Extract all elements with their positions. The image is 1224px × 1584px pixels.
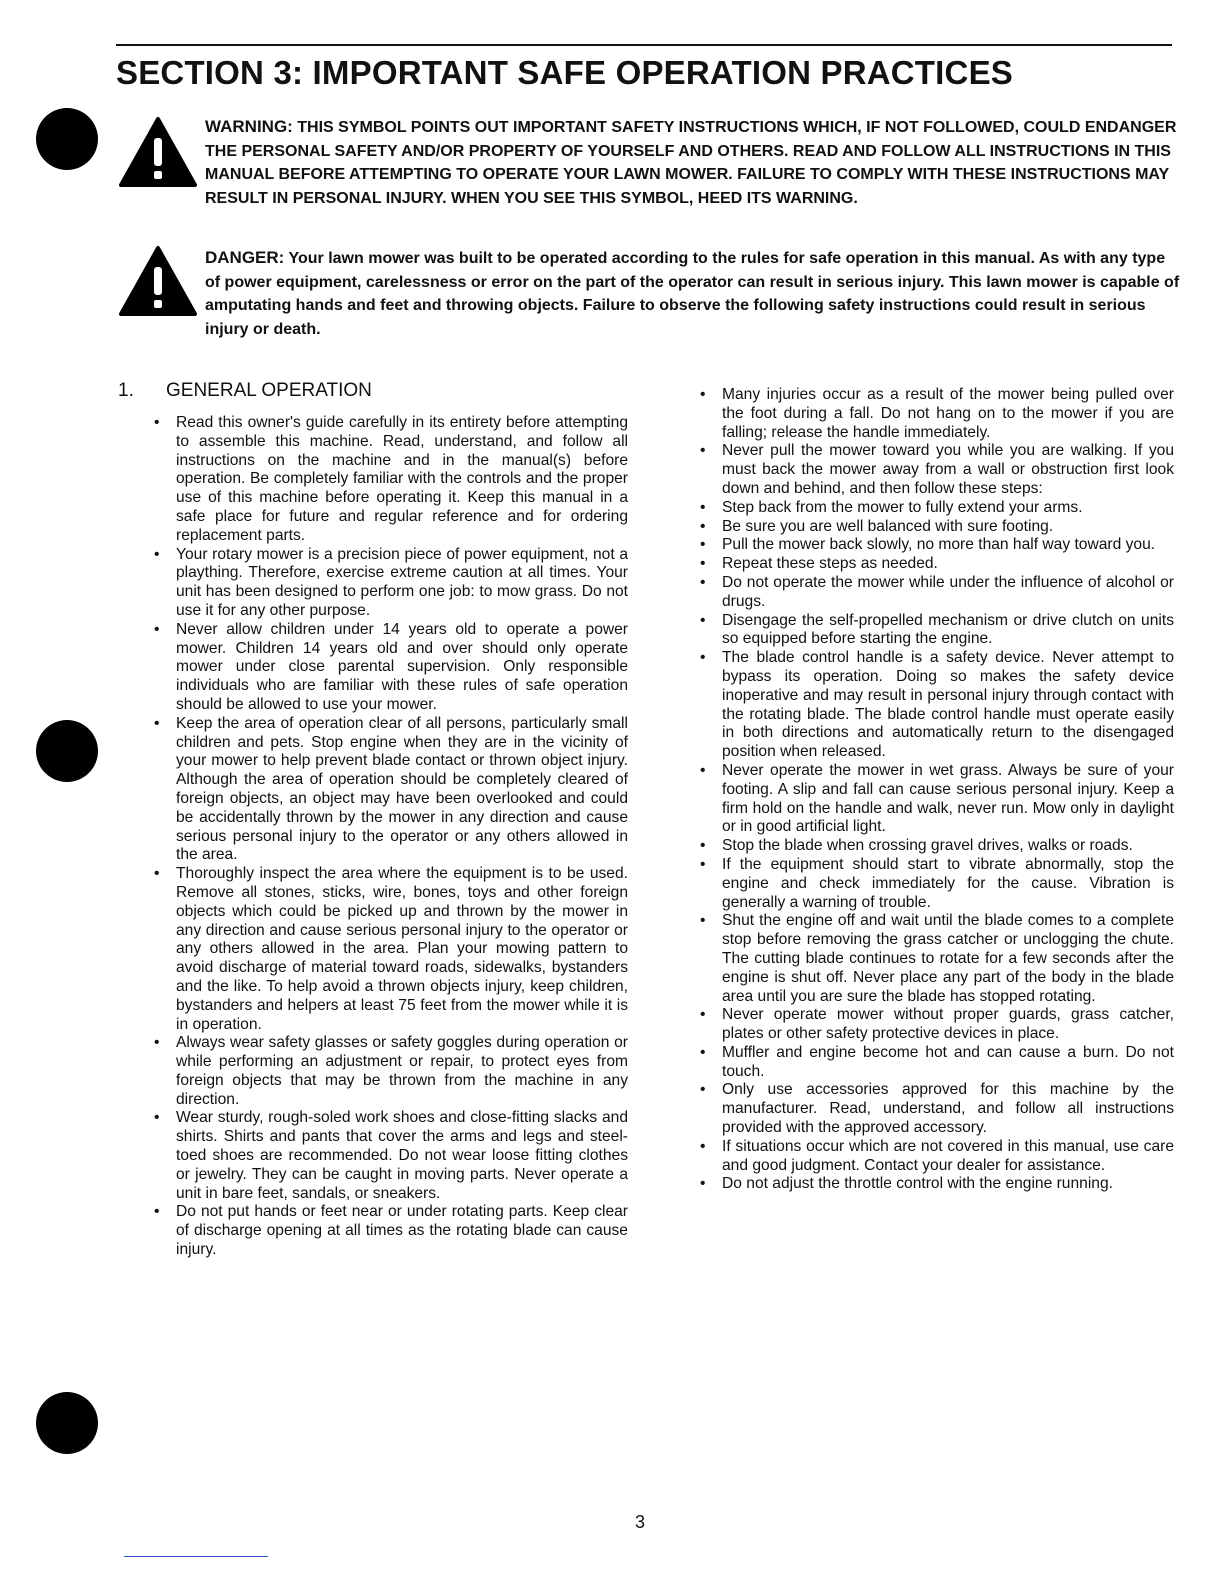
item-text: Read this owner's guide carefully in its entirety before attempting to assemble this machine. Read, understand, and follow all instructions on the machine and in the manual(s) before operation. Be completely familiar with the controls and the proper use of this machine before operating it. Keep this manual in a safe place for future and regular reference and for ordering replacement parts. — [176, 414, 628, 544]
item-text: Muffler and engine become hot and can cause a burn. Do not touch. — [722, 1043, 1174, 1080]
list-item — [698, 1081, 1174, 1137]
warning-notice — [205, 115, 1180, 210]
list-item — [698, 649, 1174, 762]
bullet-icon: • — [154, 414, 160, 431]
list-item — [698, 574, 1174, 612]
section-heading — [118, 380, 372, 402]
danger-label: DANGER: — [205, 248, 285, 267]
bullet-icon: • — [700, 1175, 706, 1193]
section-number: 1. — [118, 380, 134, 401]
bullet-icon: • — [700, 1137, 706, 1155]
item-text: Wear sturdy, rough-soled work shoes and close-fitting slacks and shirts. Shirts and pants that cover the arms and legs and steel-toed shoes are recommended. Do not wear loose fitting clothes or jewelry. They can be caught in moving parts. Never operate a unit in bare feet, sandals, or sneakers. — [176, 1109, 628, 1202]
bullet-icon: • — [700, 611, 706, 629]
bullet-icon: • — [154, 714, 160, 732]
list-item — [152, 1109, 628, 1203]
list-item — [698, 499, 1174, 518]
warning-label: WARNING: — [205, 117, 293, 136]
bullet-icon: • — [700, 536, 706, 554]
section-title: GENERAL OPERATION — [166, 380, 372, 401]
list-item — [152, 1203, 628, 1259]
item-text: Do not operate the mower while under the influence of alcohol or drugs. — [722, 573, 1174, 610]
bottom-rule — [124, 1556, 268, 1557]
list-item — [698, 555, 1174, 574]
binder-hole-top — [36, 108, 98, 170]
danger-body: Your lawn mower was built to be operated according to the rules for safe operation in this manual. As with any type of power equipment, carelessness or error on the part of the operator can result in serious injury. This lawn mower is capable of amputating hands and feet and throwing objects. Failure to observe the following safety instructions could result in serious injury or death. — [205, 250, 1180, 338]
bullet-icon: • — [700, 442, 706, 460]
item-text: Do not put hands or feet near or under rotating parts. Keep clear of discharge opening at all times as the rotating blade can cause injury. — [176, 1203, 628, 1259]
item-text: Never operate the mower in wet grass. Always be sure of your footing. A slip and fall can cause serious personal injury. Keep a firm hold on the handle and walk, never run. Mow only in daylight or in good artificial light. — [722, 761, 1174, 836]
list-item — [698, 518, 1174, 537]
bullet-icon: • — [700, 1081, 706, 1099]
item-text: Disengage the self-propelled mechanism or drive clutch on units so equipped before starting the engine. — [722, 611, 1174, 648]
bullet-icon: • — [700, 761, 706, 779]
bullet-icon: • — [700, 837, 706, 855]
warning-body: THIS SYMBOL POINTS OUT IMPORTANT SAFETY INSTRUCTIONS WHICH, IF NOT FOLLOWED, COULD ENDANGER THE PERSONAL SAFETY AND/OR PROPERTY OF YOURSELF AND OTHERS. READ AND FOLLOW ALL INSTRUCTIONS IN THIS MANUAL BEFORE ATTEMPTING TO OPERATE YOUR LAWN MOWER. FAILURE TO COMPLY WITH THESE INSTRUCTIONS MAY RESULT IN PERSONAL INJURY. WHEN YOU SEE THIS SYMBOL, HEED ITS WARNING. — [205, 119, 1177, 207]
list-item — [152, 865, 628, 1034]
list-item — [698, 442, 1174, 498]
item-text: The blade control handle is a safety device. Never attempt to bypass its operation. Doing so makes the safety device inoperative and may result in personal injury through contact with the rotating blade. The blade control handle must operate easily in both directions and automatically return to the disengaged position when released. — [722, 649, 1174, 761]
bullet-icon: • — [700, 912, 706, 930]
item-text: Pull the mower back slowly, no more than half way toward you. — [722, 536, 1156, 554]
list-item — [698, 1006, 1174, 1044]
item-text: Only use accessories approved for this machine by the manufacturer. Read, understand, and follow all instructions provided with the approved accessory. — [722, 1081, 1174, 1137]
list-item — [698, 837, 1174, 856]
item-text: Stop the blade when crossing gravel drives, walks or roads. — [722, 837, 1133, 855]
item-text: Never operate mower without proper guards, grass catcher, plates or other safety protective devices in place. — [722, 1006, 1174, 1043]
warning-triangle-icon — [118, 116, 198, 188]
bullet-icon: • — [154, 1203, 160, 1221]
list-item — [698, 856, 1174, 912]
list-item — [698, 1044, 1174, 1082]
page-title: SECTION 3: IMPORTANT SAFE OPERATION PRACTICES — [116, 54, 1013, 91]
list-item — [152, 414, 628, 546]
list-item — [698, 536, 1174, 555]
item-text: If the equipment should start to vibrate abnormally, stop the engine and check immediately for the cause. Vibration is generally a warning of trouble. — [722, 855, 1174, 911]
item-text: Always wear safety glasses or safety goggles during operation or while performing an adjustment or repair, to protect eyes from foreign objects that may be thrown from the machine in any direction. — [176, 1034, 628, 1108]
bullet-icon: • — [154, 545, 160, 563]
bullet-icon: • — [700, 498, 706, 516]
binder-hole-bottom — [36, 1392, 98, 1454]
list-item — [152, 1034, 628, 1109]
item-text: Step back from the mower to fully extend your arms. — [722, 498, 1083, 516]
page-number: 3 — [634, 1512, 645, 1532]
item-text: Your rotary mower is a precision piece of power equipment, not a plaything. Therefore, exercise extreme caution at all times. Your unit has been designed to perform one job: to mow grass. Do not use it for any other purpose. — [176, 545, 628, 619]
list-item — [698, 762, 1174, 837]
item-text: Be sure you are well balanced with sure footing. — [722, 517, 1054, 535]
list-item — [698, 1175, 1174, 1194]
item-text: If situations occur which are not covered in this manual, use care and good judgment. Contact your dealer for assistance. — [722, 1137, 1174, 1174]
left-column-list — [152, 414, 628, 1260]
bullet-icon: • — [154, 1109, 160, 1127]
item-text: Do not adjust the throttle control with the engine running. — [722, 1175, 1113, 1193]
list-item — [698, 612, 1174, 650]
list-item — [698, 1138, 1174, 1176]
bullet-icon: • — [700, 649, 706, 667]
bullet-icon: • — [700, 1043, 706, 1061]
bullet-icon: • — [154, 1034, 160, 1052]
item-text: Many injuries occur as a result of the mower being pulled over the foot during a fall. Do not hang on to the mower if you are falling; release the handle immediately. — [722, 386, 1174, 441]
binder-hole-middle — [36, 720, 98, 782]
list-item — [698, 386, 1174, 442]
bullet-icon: • — [700, 555, 706, 573]
list-item — [152, 546, 628, 621]
list-item — [152, 621, 628, 715]
item-text: Repeat these steps as needed. — [722, 555, 938, 573]
bullet-icon: • — [154, 865, 160, 883]
right-column-list — [698, 386, 1174, 1194]
bullet-icon: • — [700, 573, 706, 591]
list-item — [698, 912, 1174, 1006]
bullet-icon: • — [700, 1006, 706, 1024]
danger-notice — [205, 246, 1180, 341]
top-rule — [116, 44, 1172, 46]
danger-triangle-icon — [118, 245, 198, 317]
item-text: Shut the engine off and wait until the blade comes to a complete stop before removing the grass catcher or unclogging the chute. The cutting blade continues to rotate for a few seconds after the engine is shut off. Never place any part of the body in the blade area until you are sure the blade has stopped rotating. — [722, 912, 1174, 1005]
item-text: Never allow children under 14 years old to operate a power mower. Children 14 years old and over should only operate mower under close parental supervision. Only responsible individuals who are familiar with these rules of safe operation should be allowed to use your mower. — [176, 620, 628, 713]
bullet-icon: • — [700, 855, 706, 873]
list-item — [152, 715, 628, 865]
item-text: Never pull the mower toward you while you are walking. If you must back the mower away from a wall or obstruction first look down and behind, and then follow these steps: — [722, 442, 1174, 497]
item-text: Keep the area of operation clear of all persons, particularly small children and pets. Stop engine when they are in the vicinity of your mower to help prevent blade contact or thrown object injury. Although the area of operation should be completely cleared of foreign objects, an object may have been overlooked and could be accidentally thrown by the mower in any direction and cause serious personal injury to the operator or any others allowed in the area. — [176, 714, 628, 864]
bullet-icon: • — [154, 620, 160, 638]
bullet-icon: • — [700, 386, 706, 403]
item-text: Thoroughly inspect the area where the equipment is to be used. Remove all stones, sticks, wire, bones, toys and other foreign objects which could be picked up and thrown by the mower in any direction and cause serious personal injury to the operator or any others allowed in the area. Plan your mowing pattern to avoid discharge of material toward roads, sidewalks, bystanders and the like. To help avoid a thrown objects injury, keep children, bystanders and helpers at least 75 feet from the mower while it is in operation. — [176, 865, 628, 1033]
bullet-icon: • — [700, 517, 706, 535]
